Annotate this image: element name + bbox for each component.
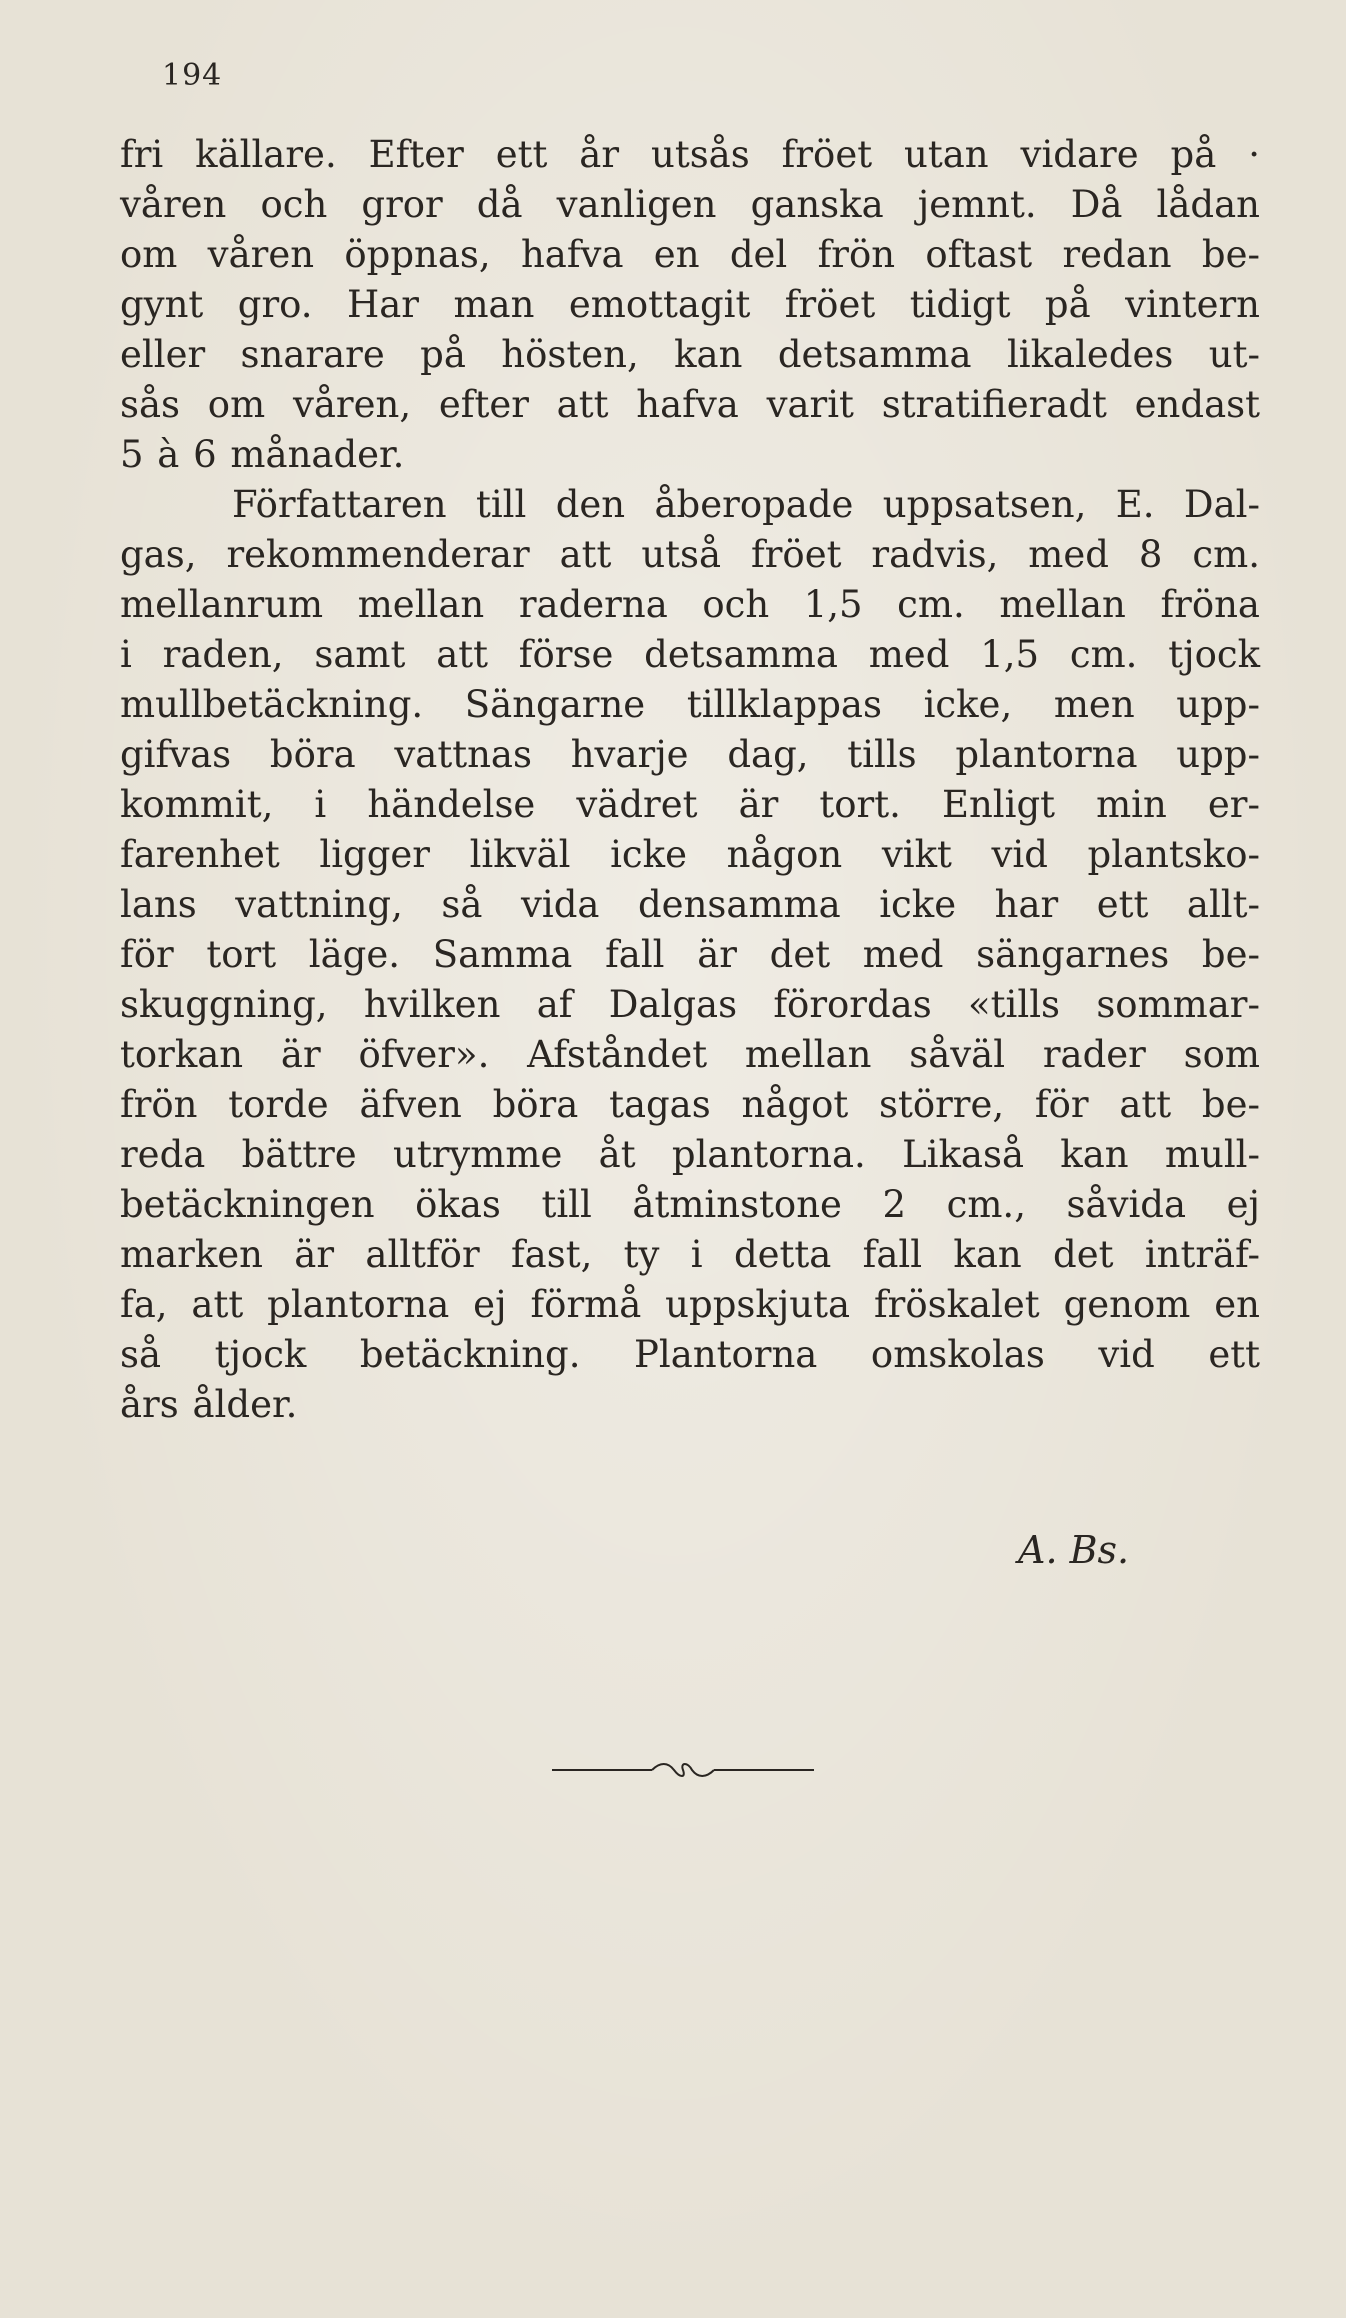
- text-line-6: sås om våren, efter att hafva varit stratifieradt endast: [120, 383, 1260, 426]
- text-line-21: reda bättre utrymme åt plantorna. Likaså kan mull-: [120, 1133, 1260, 1176]
- text-line-2: våren och gror då vanligen ganska jemnt. Då lådan: [120, 183, 1260, 226]
- text-line-22: betäckningen ökas till åtminstone 2 cm., såvida ej: [120, 1183, 1260, 1226]
- text-line-24: fa, att plantorna ej förmå uppskjuta fröskalet genom en: [120, 1283, 1260, 1326]
- text-line-20: frön torde äfven böra tagas något större, för att be-: [120, 1083, 1260, 1126]
- text-line-8: Författaren till den åberopade uppsatsen, E. Dal-: [232, 483, 1260, 526]
- text-line-12: mullbetäckning. Sängarne tillklappas icke, men upp-: [120, 683, 1260, 726]
- text-line-7: 5 à 6 månader.: [120, 433, 405, 476]
- text-line-17: för tort läge. Samma fall är det med sängarnes be-: [120, 933, 1260, 976]
- text-line-23: marken är alltför fast, ty i detta fall kan det inträf-: [120, 1233, 1260, 1276]
- text-line-16: lans vattning, så vida densamma icke har ett allt-: [120, 883, 1260, 926]
- text-line-11: i raden, samt att förse detsamma med 1,5 cm. tjock: [120, 633, 1260, 676]
- text-line-1: fri källare. Efter ett år utsås fröet utan vidare på ·: [120, 133, 1260, 176]
- text-line-14: kommit, i händelse vädret är tort. Enligt min er-: [120, 783, 1260, 826]
- text-line-25: så tjock betäckning. Plantorna omskolas vid ett: [120, 1333, 1260, 1376]
- text-line-4: gynt gro. Har man emottagit fröet tidigt på vintern: [120, 283, 1260, 326]
- text-line-3: om våren öppnas, hafva en del frön oftast redan be-: [120, 233, 1260, 276]
- body-text: [120, 130, 1260, 1430]
- text-line-10: mellanrum mellan raderna och 1,5 cm. mellan fröna: [120, 583, 1260, 626]
- text-line-19: torkan är öfver». Afståndet mellan såväl rader som: [120, 1033, 1260, 1076]
- text-line-15: farenhet ligger likväl icke någon vikt vid plantsko-: [120, 833, 1260, 876]
- page-number: 194: [162, 58, 223, 93]
- author-signature: A. Bs.: [1018, 1528, 1130, 1572]
- text-line-18: skuggning, hvilken af Dalgas förordas «tills sommar-: [120, 983, 1260, 1026]
- text-line-9: gas, rekommenderar att utså fröet radvis, med 8 cm.: [120, 533, 1260, 576]
- text-line-26: års ålder.: [120, 1383, 298, 1426]
- text-line-13: gifvas böra vattnas hvarje dag, tills plantorna upp-: [120, 733, 1260, 776]
- ornament-divider-icon: [552, 1760, 814, 1780]
- text-line-5: eller snarare på hösten, kan detsamma likaledes ut-: [120, 333, 1260, 376]
